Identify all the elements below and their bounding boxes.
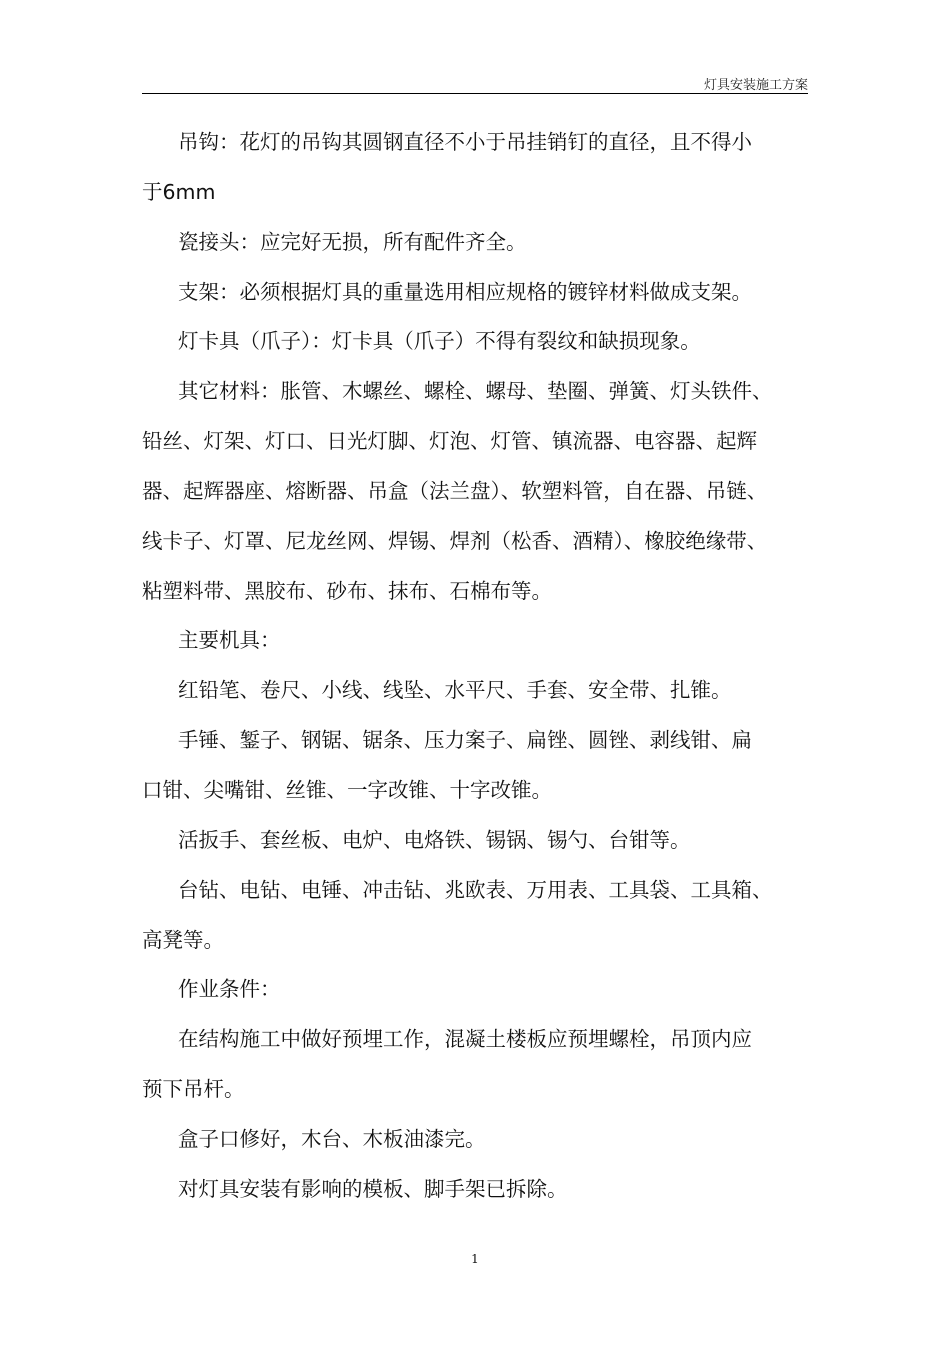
paragraph-line: 预下吊杆。: [142, 1077, 245, 1102]
section-heading: 作业条件：: [178, 977, 281, 1002]
document-body: [142, 118, 808, 1215]
header-rule: [142, 93, 808, 94]
header-title: 灯具安装施工方案: [703, 78, 808, 93]
paragraph-line: 活扳手、套丝板、电炉、电烙铁、锡锅、锡勺、台钳等。: [178, 827, 691, 852]
paragraph-line: 红铅笔、卷尺、小线、线坠、水平尺、手套、安全带、扎锥。: [178, 678, 732, 703]
paragraph-line: 线卡子、灯罩、尼龙丝网、焊锡、焊剂（松香、酒精）、橡胶绝缘带、: [142, 528, 768, 553]
paragraph-line: 口钳、尖嘴钳、丝锥、一字改锥、十字改锥。: [142, 777, 552, 802]
paragraph-line: 器、起辉器座、熔断器、吊盒（法兰盘）、软塑料管，自在器、吊链、: [142, 478, 768, 503]
paragraph-line: 对灯具安装有影响的模板、脚手架已拆除。: [178, 1176, 568, 1201]
paragraph-line: 于6mm: [142, 179, 216, 204]
paragraph-line: 在结构施工中做好预埋工作，混凝土楼板应预埋螺栓，吊顶内应: [178, 1027, 752, 1052]
paragraph-line: 铅丝、灯架、灯口、日光灯脚、灯泡、灯管、镇流器、电容器、起辉: [142, 429, 757, 454]
paragraph-line: 支架：必须根据灯具的重量选用相应规格的镀锌材料做成支架。: [178, 279, 752, 304]
paragraph-line: 粘塑料带、黑胶布、砂布、抹布、石棉布等。: [142, 578, 552, 603]
paragraph-line: 高凳等。: [142, 927, 224, 952]
paragraph-line: 手锤、錾子、钢锯、锯条、压力案子、扁锉、圆锉、剥线钳、扁: [178, 728, 752, 753]
paragraph-line: 盒子口修好，木台、木板油漆完。: [178, 1126, 486, 1151]
section-heading: 主要机具：: [178, 628, 281, 653]
paragraph-line: 瓷接头：应完好无损，所有配件齐全。: [178, 229, 527, 254]
paragraph-line: 灯卡具（爪子）：灯卡具（爪子）不得有裂纹和缺损现象。: [178, 329, 701, 354]
paragraph-line: 台钻、电钻、电锤、冲击钻、兆欧表、万用表、工具袋、工具箱、: [178, 877, 773, 902]
paragraph-line: 其它材料：胀管、木螺丝、螺栓、螺母、垫圈、弹簧、灯头铁件、: [178, 379, 773, 404]
paragraph-line: 吊钩：花灯的吊钩其圆钢直径不小于吊挂销钉的直径，且不得小: [178, 130, 752, 154]
page-number: 1: [471, 1252, 479, 1266]
